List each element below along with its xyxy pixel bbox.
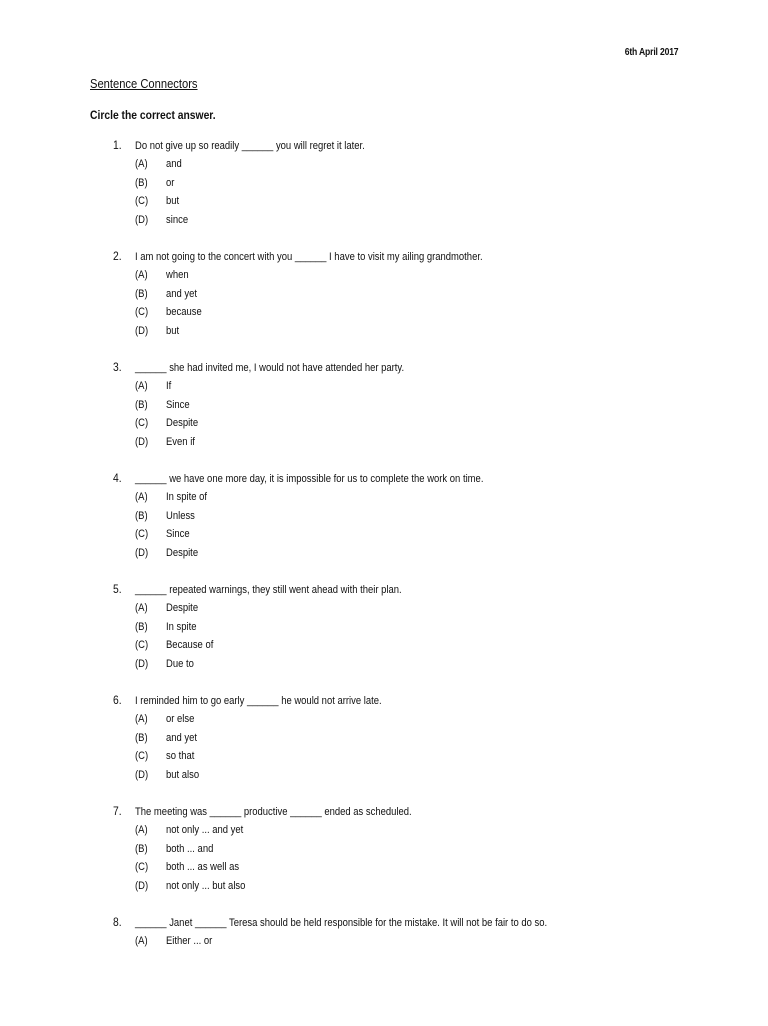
option-letter: (C) (135, 195, 149, 207)
question-text: I reminded him to go early ______ he would not arrive late. (135, 695, 382, 707)
question-number: 4. (113, 471, 122, 485)
option-text: Either ... or (166, 935, 213, 947)
option-text: or else (166, 713, 195, 725)
question-text: ______ we have one more day, it is impossible for us to complete the work on time. (135, 473, 484, 485)
option-text: Due to (166, 657, 194, 670)
option-text: since (166, 213, 189, 226)
question-number: 3. (113, 360, 122, 374)
option-text: because (166, 306, 202, 318)
option-letter: (B) (135, 398, 148, 411)
question-text: Do not give up so readily ______ you will regret it later. (135, 140, 365, 152)
option-text: and yet (166, 287, 198, 300)
option-letter: (B) (135, 731, 148, 744)
option-text: If (166, 380, 172, 392)
question-number: 8. (113, 915, 122, 929)
question-number: 1. (113, 138, 122, 152)
option-letter: (D) (135, 546, 149, 559)
question-item (0, 360, 768, 471)
option-text: Despite (166, 602, 199, 614)
question-item (0, 138, 768, 249)
question-item (0, 915, 768, 1026)
option-letter: (B) (135, 509, 148, 522)
question-item (0, 804, 768, 915)
question-text: ______ she had invited me, I would not have attended her party. (135, 362, 405, 374)
option-text: Despite (166, 417, 199, 429)
option-text: In spite of (166, 491, 208, 503)
worksheet-date: 6th April 2017 (624, 47, 678, 58)
option-letter: (A) (135, 824, 148, 836)
option-letter: (D) (135, 657, 149, 670)
question-text: The meeting was ______ productive ______ ended as scheduled. (135, 806, 412, 818)
option-letter: (D) (135, 324, 149, 337)
question-item (0, 471, 768, 582)
option-letter: (B) (135, 620, 148, 633)
question-number: 2. (113, 249, 122, 263)
option-text: both ... and (166, 842, 214, 855)
option-text: and yet (166, 731, 198, 744)
option-text: Unless (166, 509, 195, 522)
question-number: 7. (113, 804, 122, 818)
question-item (0, 249, 768, 360)
option-letter: (A) (135, 491, 148, 503)
option-text: Because of (166, 639, 214, 651)
option-text: not only ... but also (166, 879, 246, 892)
option-letter: (B) (135, 176, 148, 189)
option-letter: (A) (135, 602, 148, 614)
option-letter: (C) (135, 750, 149, 762)
option-letter: (C) (135, 306, 149, 318)
option-text: when (166, 269, 189, 281)
worksheet-instruction: Circle the correct answer. (90, 108, 216, 122)
option-letter: (A) (135, 713, 148, 725)
option-text: Even if (166, 435, 195, 448)
option-text: In spite (166, 620, 197, 633)
option-letter: (D) (135, 879, 149, 892)
option-letter: (D) (135, 768, 149, 781)
option-text: Since (166, 398, 190, 411)
option-text: but (166, 324, 180, 337)
option-text: but (166, 195, 180, 207)
option-letter: (C) (135, 528, 149, 540)
option-letter: (C) (135, 861, 149, 873)
option-text: Since (166, 528, 190, 540)
option-letter: (A) (135, 380, 148, 392)
option-letter: (D) (135, 435, 149, 448)
question-text: ______ Janet ______ Teresa should be held responsible for the mistake. It will not be fair to do so. (135, 917, 548, 929)
question-text: ______ repeated warnings, they still went ahead with their plan. (135, 584, 402, 596)
question-number: 6. (113, 693, 122, 707)
option-letter: (B) (135, 287, 148, 300)
worksheet-title: Sentence Connectors (90, 76, 198, 91)
option-text: and (166, 158, 182, 170)
option-text: both ... as well as (166, 861, 240, 873)
question-text: I am not going to the concert with you ______ I have to visit my ailing grandmother. (135, 251, 483, 263)
option-letter: (A) (135, 269, 148, 281)
option-letter: (A) (135, 158, 148, 170)
option-text: Despite (166, 546, 199, 559)
option-text: or (166, 176, 175, 189)
option-letter: (C) (135, 417, 149, 429)
option-letter: (A) (135, 935, 148, 947)
option-letter: (B) (135, 842, 148, 855)
option-letter: (D) (135, 213, 149, 226)
question-item (0, 693, 768, 804)
question-number: 5. (113, 582, 122, 596)
option-text: not only ... and yet (166, 824, 244, 836)
option-text: but also (166, 768, 200, 781)
option-letter: (C) (135, 639, 149, 651)
option-text: so that (166, 750, 195, 762)
question-item (0, 582, 768, 693)
question-list (0, 138, 768, 1026)
